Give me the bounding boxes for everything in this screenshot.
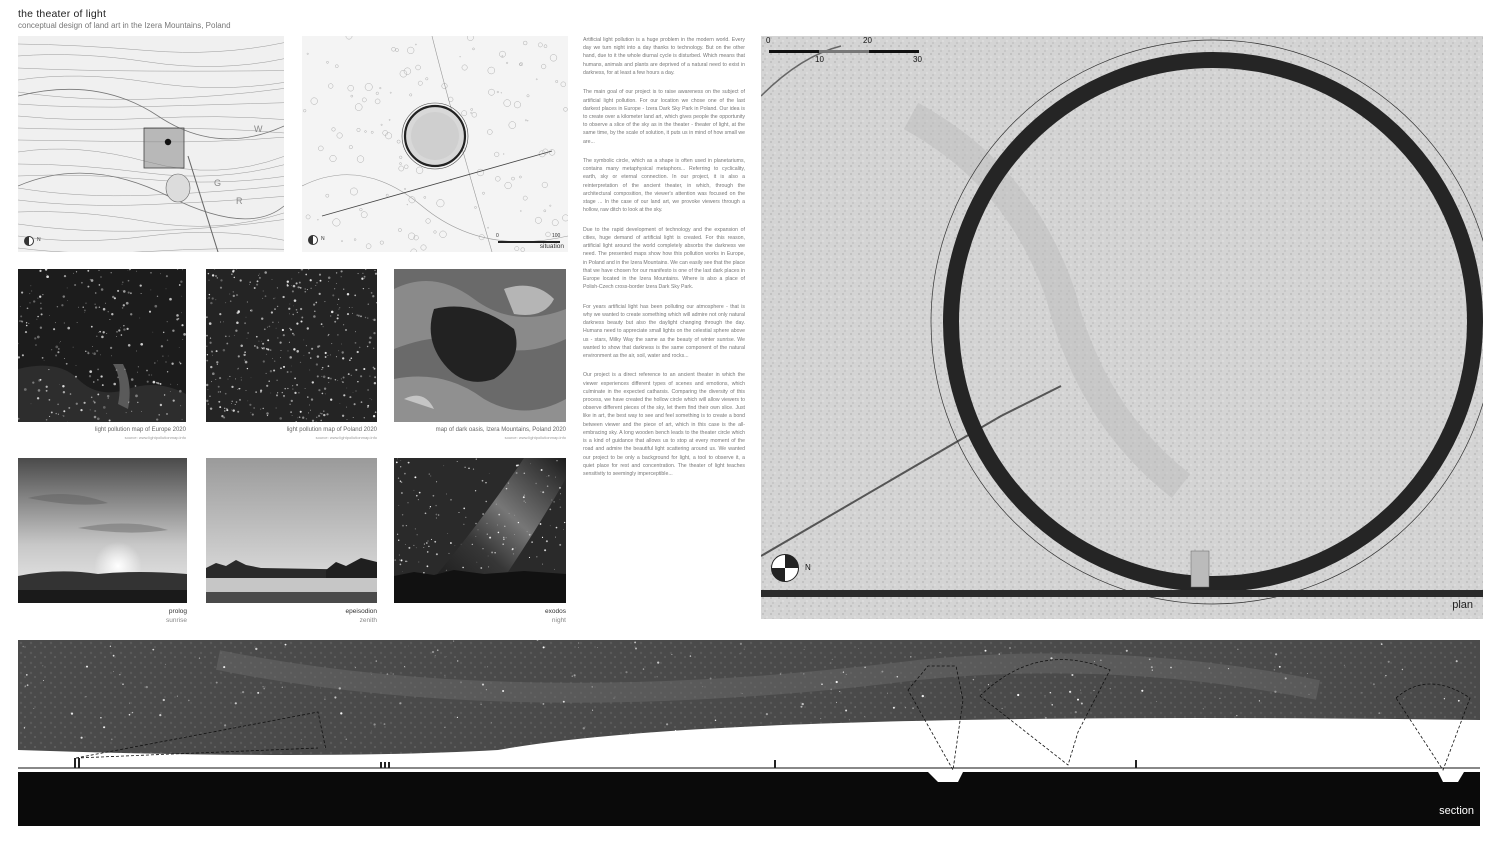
scale-tick-20: 20 bbox=[863, 36, 872, 45]
compass-icon bbox=[24, 236, 34, 246]
zenith-photo bbox=[206, 458, 377, 603]
svg-text:R: R bbox=[236, 196, 243, 206]
page-header bbox=[18, 8, 231, 30]
svg-text:W: W bbox=[254, 124, 263, 134]
scale-tick-0: 0 bbox=[766, 36, 771, 45]
paragraph-2: The main goal of our project is to raise awareness on the subject of artificial light pollution. For our location we chose one of the last darkest places in Europe - Izera Dark Sky Park in Poland. Our idea is to create over a kilometer land art, which gives people the opportunity to observe a slice of the sky as in the theater - theater of light, at the same time, by the scale of solution, it puts us in mind of how small we are... bbox=[583, 89, 745, 145]
scale-tick-10: 10 bbox=[815, 55, 824, 64]
plan-drawing bbox=[761, 36, 1483, 619]
sunrise-photo bbox=[18, 458, 187, 603]
paragraph-4: Due to the rapid development of technology and the expansion of cities, huge demand of artificial light is created. For this reason, artificial light around the world completely absorbs the darkness we need. The presented maps show how this pollution works in Europe, in Poland and in the Izera Mountains. We can easily see that the place that we have chosen for our manifesto is one of the last dark places in Europe located in the Izera Mountains. Where is also a place of Polish-Czech cross-border Izera Dark Sky Park. bbox=[583, 226, 745, 291]
scale-end: 100 bbox=[552, 233, 561, 239]
night-photo bbox=[394, 458, 566, 603]
plan-label: plan bbox=[1452, 599, 1473, 611]
compass-icon bbox=[308, 235, 318, 245]
dark-oasis-caption: map of dark oasis, Izera Mountains, Poland 2020 source: www.lightpollutionmap.info bbox=[435, 427, 566, 440]
scale-tick-30: 30 bbox=[913, 55, 922, 64]
paragraph-3: The symbolic circle, which as a shape is often used in planetariums, contains many metaphysical metaphors... Referring to cyclicality, earth, sky or eternal connection. In our project, it is also a reinterpretation of the ancient theater, in which, through the architectural composition, the viewer's attention was focused on the stage ... In the case of our land art, we provoke viewers through a hollow, raw ditch to look at the sky. bbox=[583, 158, 745, 214]
page-title: the theater of light bbox=[18, 8, 107, 20]
description-text bbox=[583, 36, 745, 489]
svg-text:G: G bbox=[214, 178, 222, 188]
section-label: section bbox=[1439, 805, 1474, 817]
site-map bbox=[18, 36, 284, 252]
phase-prolog: prolog sunrise bbox=[166, 608, 187, 624]
scale-start: 0 bbox=[496, 233, 499, 239]
compass-icon bbox=[771, 554, 799, 582]
europe-pollution-map bbox=[18, 269, 186, 422]
phase-exodos: exodos night bbox=[545, 608, 566, 624]
poland-map-caption: light pollution map of Poland 2020 source: www.lightpollutionmap.info bbox=[286, 427, 377, 440]
paragraph-5: For years artificial light has been polluting our atmosphere - that is why we wanted to create something which will admire not only natural darkness beauty but also the daylight changing through the day. Humans need to appreciate small lights on the celestial sphere above us - stars, Milky Way the same as the beauty of winter sunrise. We wanted to show that darkness is the same component of the natural environment as the air, soil, water and rocks... bbox=[583, 303, 745, 359]
scale-bar bbox=[769, 50, 919, 53]
situation-map bbox=[302, 36, 568, 252]
compass-label: N bbox=[321, 236, 325, 242]
dark-oasis-map bbox=[394, 269, 566, 422]
paragraph-1: Artificial light pollution is a huge problem in the modern world. Every day we turn night into a day thanks to technology. But on the other hand, due to it the whole diurnal cycle is disturbed. Which means that humans, animals and plants are deprived of a natural need to exist in darkness, for at least a few hours a day. bbox=[583, 37, 745, 76]
compass-label: N bbox=[805, 563, 811, 572]
europe-map-caption: light pollution map of Europe 2020 source: www.lightpollutionmap.info bbox=[94, 427, 186, 440]
compass-label: N bbox=[37, 237, 41, 243]
paragraph-6: Our project is a direct reference to an ancient theater in which the viewer experiences different types of scenes and emotions, which culminate in the expected catharsis. Comparing the diversity of this process, we have created the hollow circle which will allow viewers to observe different pieces of the sky, let them find their own slice. Just like in art, the best way to see and feel something is to create a bond between viewer and the piece of art, which in this case is the all-embracing sky. A long wooden bench leads to the theater circle which is a kind of guidance that allows us to stop at every moment of the road and admire the beautiful light scattering around us. We wanted our project to be only a background for light, a tool to observe it, a quiet place for rest and concentration. The theater of light teaches sensitivity to seemingly imperceptible... bbox=[583, 372, 745, 477]
page-subtitle: conceptual design of land art in the Izera Mountains, Poland bbox=[18, 21, 231, 30]
situation-label: situation bbox=[539, 243, 564, 250]
poland-pollution-map bbox=[206, 269, 377, 422]
phase-epeisodion: epeisodion zenith bbox=[345, 608, 377, 624]
section-drawing bbox=[18, 640, 1480, 826]
